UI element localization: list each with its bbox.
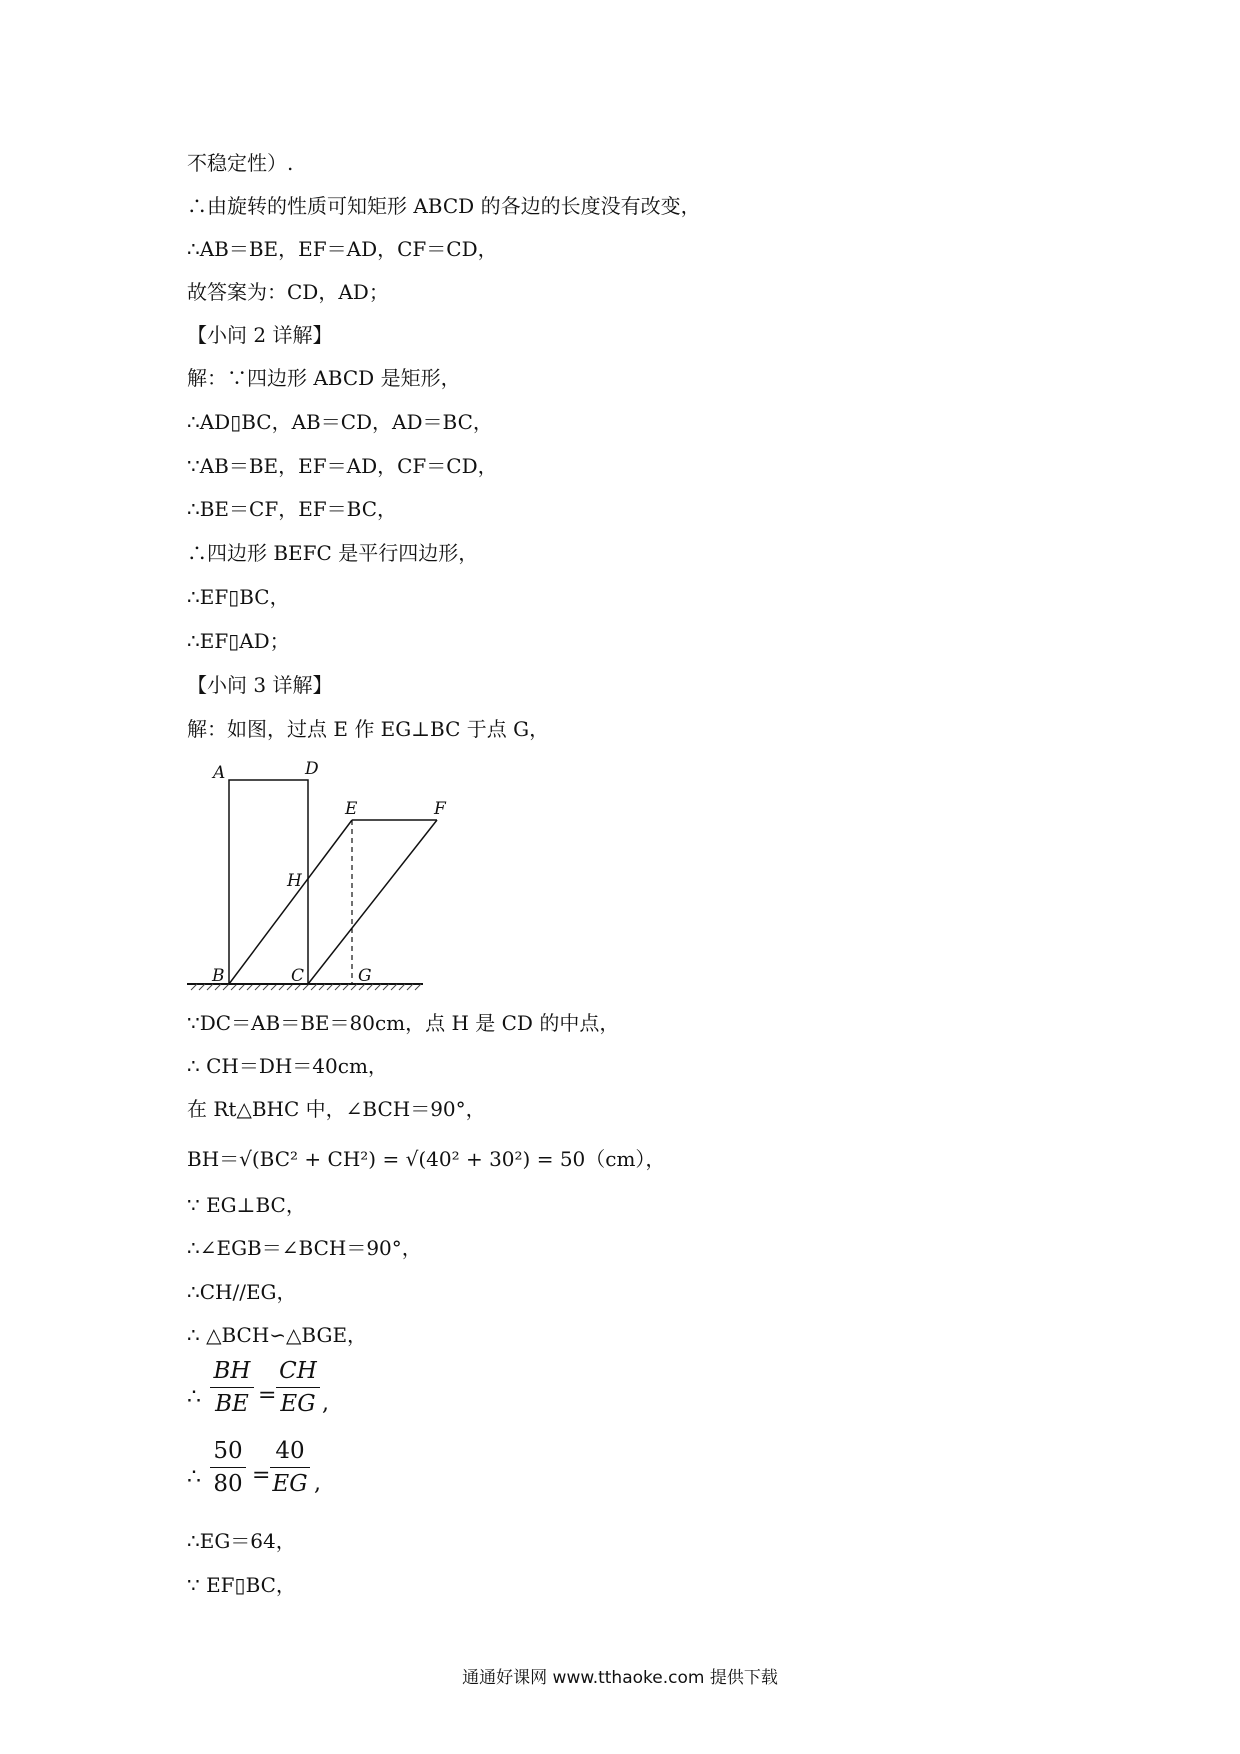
fraction-right: [276, 1358, 320, 1417]
fraction-left: [210, 1438, 246, 1497]
denominator: 80: [213, 1471, 243, 1497]
numerator: CH: [279, 1358, 317, 1384]
text-line: ∴AD▯BC，AB＝CD，AD＝BC，: [187, 410, 493, 434]
numerator: 40: [275, 1438, 305, 1464]
text-line: 故答案为：CD，AD；: [187, 280, 389, 304]
label-e: E: [345, 799, 358, 819]
text-line: 不稳定性）.: [187, 151, 294, 175]
text-line: ∵DC＝AB＝BE＝80cm，点 H 是 CD 的中点，: [187, 1011, 620, 1035]
text-line: ∵ EG⊥BC，: [187, 1193, 306, 1217]
therefore-symbol: ∴: [187, 1385, 201, 1410]
text-line: ∴BE＝CF，EF＝BC，: [187, 497, 398, 521]
text-line: 解：∵四边形 ABCD 是矩形，: [187, 366, 461, 390]
text-line: ∴CH//EG，: [187, 1280, 297, 1304]
text-line: ∴四边形 BEFC 是平行四边形，: [187, 541, 479, 565]
label-c: C: [291, 966, 305, 986]
text-line: ∴∠EGB＝∠BCH＝90°，: [187, 1236, 422, 1260]
equals-sign: =: [258, 1383, 277, 1408]
text-line: ∴AB＝BE，EF＝AD，CF＝CD，: [187, 237, 498, 261]
equals-sign: =: [252, 1463, 271, 1488]
text-line: ∵AB＝BE，EF＝AD，CF＝CD，: [187, 454, 498, 478]
numerator: BH: [213, 1358, 251, 1384]
label-g: G: [358, 966, 372, 986]
text-line: 解：如图，过点 E 作 EG⊥BC 于点 G，: [187, 717, 550, 741]
section-heading: 【小问 2 详解】: [187, 323, 333, 347]
segment-cf: [308, 820, 437, 984]
fraction-right: [270, 1438, 310, 1497]
text-line: ∴ CH＝DH＝40cm，: [187, 1054, 388, 1078]
label-a: A: [213, 763, 226, 783]
label-b: B: [212, 966, 225, 986]
formula-line: BH＝√(BC² + CH²) = √(40² + 30²) = 50（cm），: [187, 1147, 666, 1171]
text-line: ∴EF▯BC，: [187, 585, 290, 609]
denominator: EG: [272, 1471, 308, 1497]
text-line: ∵ EF▯BC，: [187, 1573, 296, 1597]
comma: ,: [314, 1471, 321, 1496]
text-line: ∴EF▯AD；: [187, 629, 290, 653]
denominator: BE: [215, 1391, 249, 1417]
text-line: ∴EG＝64，: [187, 1529, 296, 1553]
therefore-symbol: ∴: [187, 1465, 201, 1490]
comma: ,: [322, 1391, 329, 1416]
denominator: EG: [280, 1391, 316, 1417]
section-heading: 【小问 3 详解】: [187, 673, 333, 697]
label-h: H: [287, 871, 302, 891]
numerator: 50: [213, 1438, 243, 1464]
text-line: ∴由旋转的性质可知矩形 ABCD 的各边的长度没有改变，: [187, 194, 701, 218]
label-d: D: [305, 759, 319, 779]
segment-be: [229, 820, 352, 984]
text-line: ∴ △BCH∽△BGE，: [187, 1323, 368, 1347]
fraction-left: [210, 1358, 254, 1417]
geometry-figure: [187, 756, 446, 996]
label-f: F: [434, 799, 446, 819]
page-footer: 通通好课网 www.tthaoke.com 提供下载: [462, 1668, 778, 1688]
text-line: 在 Rt△BHC 中，∠BCH＝90°，: [187, 1097, 486, 1121]
